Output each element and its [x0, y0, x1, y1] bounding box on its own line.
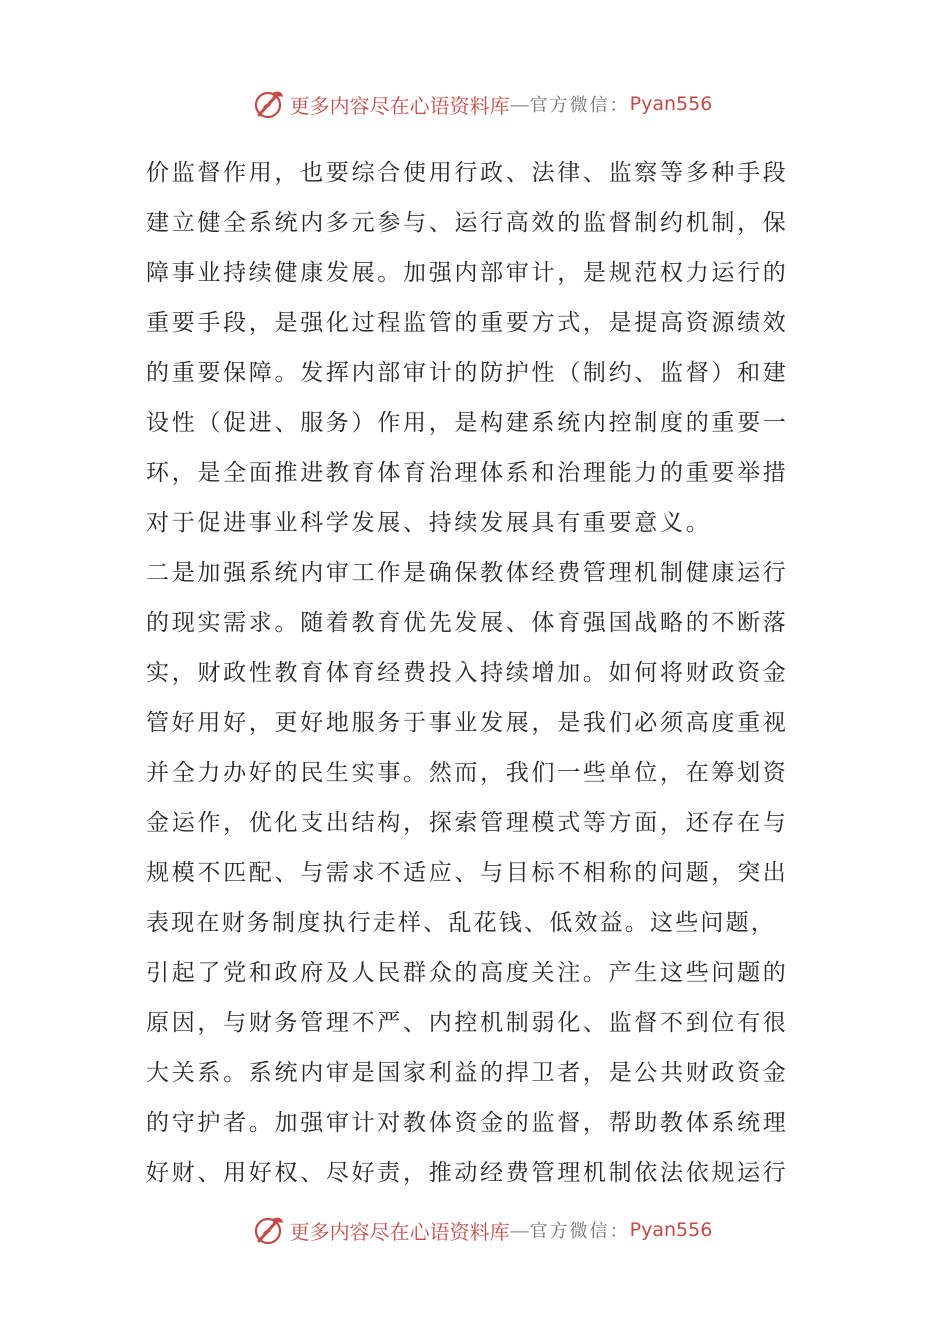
text-line-13: 并全力办好的民生实事。然而，我们一些单位，在筹划资: [146, 760, 789, 786]
text-line-19: 大关系。系统内审是国家利益的捍卫者，是公共财政资金: [146, 1060, 789, 1086]
text-line-10: 的现实需求。随着教育优先发展、体育强国战略的不断落: [146, 610, 789, 636]
logo-icon: [252, 1213, 286, 1247]
logo-icon: [252, 87, 286, 121]
text-line-16: 表现在财务制度执行走样、乱花钱、低效益。这些问题，: [146, 910, 776, 936]
banner-title: 更多内容尽在心语资料库: [289, 93, 510, 118]
header-banner-inner: [252, 87, 713, 121]
text-line-2: 建立健全系统内多元参与、运行高效的监督制约机制，保: [146, 210, 789, 236]
text-line-5: 的重要保障。发挥内部审计的防护性（制约、监督）和建: [146, 360, 789, 386]
text-line-14: 金运作，优化支出结构，探索管理模式等方面，还存在与: [146, 810, 789, 836]
text-line-7: 环，是全面推进教育体育治理体系和治理能力的重要举措: [146, 460, 789, 486]
banner-wechat-id: Pyan556: [629, 1219, 713, 1241]
banner-dash: —: [509, 1218, 530, 1242]
banner-wechat-id: Pyan556: [629, 93, 713, 115]
text-line-12: 管好用好，更好地服务于事业发展，是我们必须高度重视: [146, 710, 789, 736]
text-line-18: 原因，与财务管理不严、内控机制弱化、监督不到位有很: [146, 1010, 789, 1036]
banner-wechat-label: 官方微信：: [529, 95, 630, 116]
text-line-17: 引起了党和政府及人民群众的高度关注。产生这些问题的: [146, 960, 789, 986]
text-line-4: 重要手段，是强化过程监管的重要方式，是提高资源绩效: [146, 310, 789, 336]
footer-banner-inner: [252, 1213, 713, 1247]
text-line-21: 好财、用好权、尽好责，推动经费管理机制依法依规运行: [146, 1160, 789, 1186]
banner-wechat-label: 官方微信：: [529, 1221, 630, 1242]
text-line-9: 二是加强系统内审工作是确保教体经费管理机制健康运行: [146, 560, 789, 586]
document-body: [146, 148, 816, 1198]
banner-dash: —: [509, 92, 530, 116]
text-line-8: 对于促进事业科学发展、持续发展具有重要意义。: [146, 510, 712, 536]
text-line-11: 实，财政性教育体育经费投入持续增加。如何将财政资金: [146, 660, 789, 686]
text-line-1: 价监督作用，也要综合使用行政、法律、监察等多种手段: [146, 160, 789, 186]
footer-banner: [0, 1210, 950, 1250]
text-line-6: 设性（促进、服务）作用，是构建系统内控制度的重要一: [146, 410, 789, 436]
text-line-3: 障事业持续健康发展。加强内部审计，是规范权力运行的: [146, 260, 789, 286]
banner-title: 更多内容尽在心语资料库: [289, 1219, 510, 1244]
text-line-15: 规模不匹配、与需求不适应、与目标不相称的问题，突出: [146, 860, 789, 886]
header-banner: [0, 84, 950, 124]
text-line-20: 的守护者。加强审计对教体资金的监督，帮助教体系统理: [146, 1110, 789, 1136]
